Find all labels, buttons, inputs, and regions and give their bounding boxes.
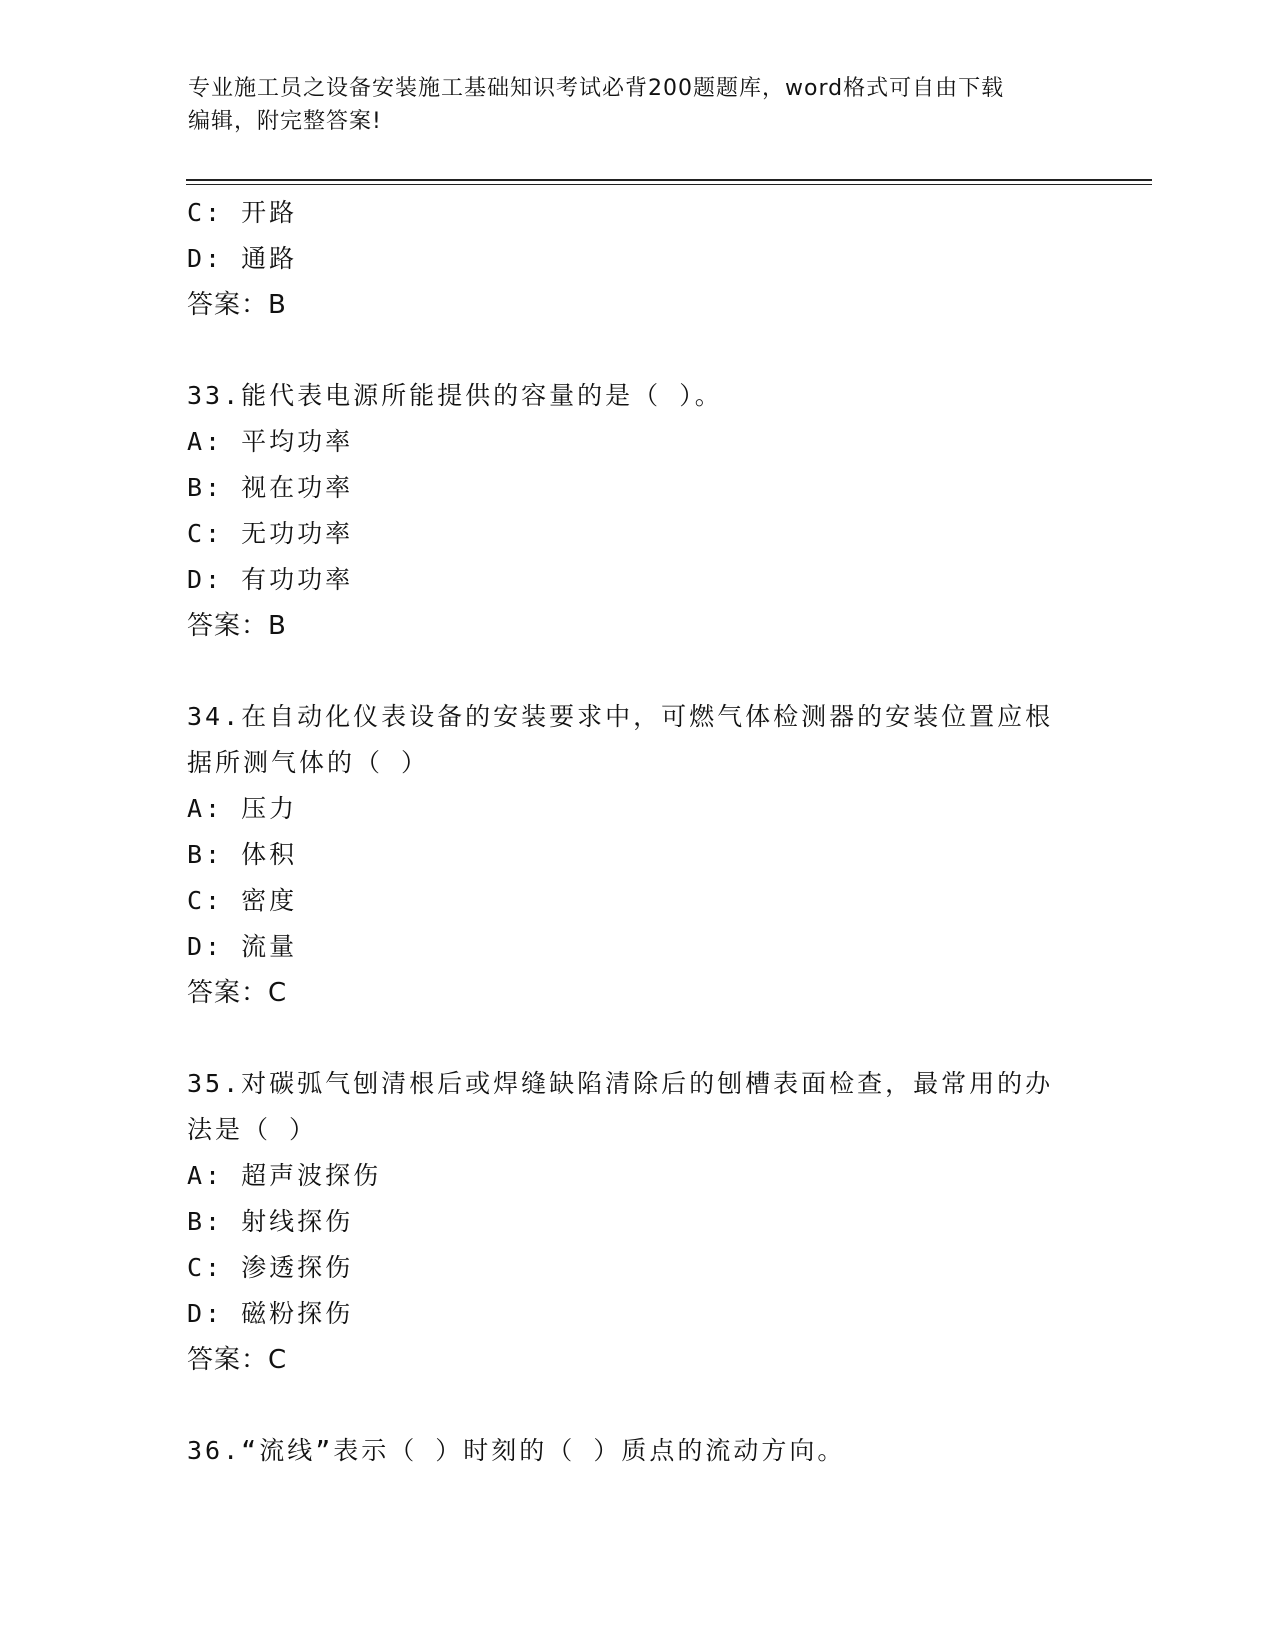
spacer [187, 328, 1087, 373]
question-text: 36.“流线”表示（ ）时刻的（ ）质点的流动方向。 [187, 1436, 846, 1465]
header-divider-thick [186, 179, 1152, 181]
option-d: D: 磁粉探伤 [187, 1299, 354, 1328]
option-c: C: 密度 [187, 886, 298, 915]
question-35 [187, 1061, 1087, 1383]
question-34 [187, 694, 1087, 1016]
answer-line: 答案：B [187, 290, 287, 320]
option-d: D: 通路 [187, 244, 298, 273]
question-text-line-2: 据所测气体的（ ） [187, 748, 430, 777]
option-b: B: 射线探伤 [187, 1207, 354, 1236]
question-text-line-1: 34.在自动化仪表设备的安装要求中，可燃气体检测器的安装位置应根 [187, 702, 1054, 731]
question-text-line-1: 35.对碳弧气刨清根后或焊缝缺陷清除后的刨槽表面检查，最常用的办 [187, 1069, 1054, 1098]
option-b: B: 视在功率 [187, 473, 354, 502]
option-c: C: 无功功率 [187, 519, 354, 548]
option-d: D: 有功功率 [187, 565, 354, 594]
option-c: C: 渗透探伤 [187, 1253, 354, 1282]
option-c: C: 开路 [187, 198, 298, 227]
header-title-line-1: 专业施工员之设备安装施工基础知识考试必背200题题库，word格式可自由下载 [188, 76, 1005, 101]
answer-line: 答案：B [187, 611, 287, 641]
option-d: D: 流量 [187, 932, 298, 961]
question-text: 33.能代表电源所能提供的容量的是（ ）。 [187, 381, 723, 410]
header-divider-thin [186, 184, 1152, 185]
question-text-line-2: 法是（ ） [187, 1115, 318, 1144]
option-a: A: 超声波探伤 [187, 1161, 382, 1190]
spacer [187, 1016, 1087, 1061]
spacer [187, 649, 1087, 694]
question-36 [187, 1428, 1087, 1474]
option-b: B: 体积 [187, 840, 298, 869]
answer-line: 答案：C [187, 978, 288, 1008]
option-a: A: 压力 [187, 794, 298, 823]
question-32-continuation [187, 190, 1087, 328]
question-33 [187, 373, 1087, 649]
answer-line: 答案：C [187, 1345, 288, 1375]
spacer [187, 1383, 1087, 1428]
document-header [188, 72, 1088, 138]
header-title-line-2: 编辑，附完整答案! [188, 109, 382, 134]
question-content [187, 190, 1087, 1474]
option-a: A: 平均功率 [187, 427, 354, 456]
